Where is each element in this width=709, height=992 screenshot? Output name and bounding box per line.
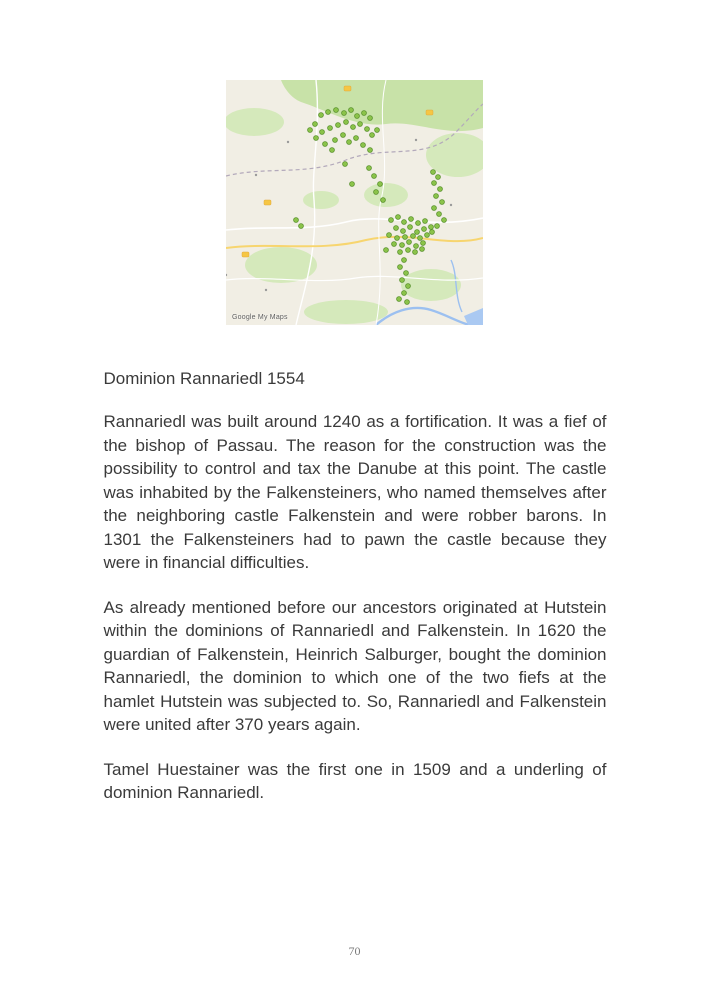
place-marker-icon — [411, 234, 416, 239]
place-marker-icon — [434, 194, 439, 199]
place-marker-icon — [358, 122, 363, 127]
map-canvas — [226, 80, 483, 325]
place-marker-icon — [381, 198, 386, 203]
place-marker-icon — [326, 110, 331, 115]
place-marker-icon — [314, 136, 319, 141]
place-marker-icon — [349, 108, 354, 113]
place-marker-icon — [400, 243, 405, 248]
place-marker-icon — [405, 300, 410, 305]
place-marker-icon — [368, 116, 373, 121]
place-marker-icon — [362, 111, 367, 116]
place-marker-icon — [429, 225, 434, 230]
section-heading: Dominion Rannariedl 1554 — [103, 369, 305, 388]
place-marker-icon — [402, 258, 407, 263]
place-marker-icon — [387, 233, 392, 238]
place-marker-icon — [392, 242, 397, 247]
place-marker-icon — [354, 136, 359, 141]
place-marker-icon — [425, 233, 430, 238]
place-marker-icon — [438, 187, 443, 192]
place-marker-icon — [368, 148, 373, 153]
place-marker-icon — [394, 226, 399, 231]
place-marker-icon — [375, 128, 380, 133]
place-marker-icon — [350, 182, 355, 187]
place-marker-icon — [408, 225, 413, 230]
place-marker-icon — [398, 250, 403, 255]
place-marker-icon — [422, 227, 427, 232]
place-marker-icon — [395, 236, 400, 241]
place-marker-icon — [294, 218, 299, 223]
place-marker-icon — [308, 128, 313, 133]
place-marker-icon — [406, 248, 411, 253]
place-marker-icon — [423, 219, 428, 224]
map-attribution: Google My Maps — [232, 314, 288, 321]
place-marker-icon — [397, 297, 402, 302]
place-marker-icon — [351, 125, 356, 130]
place-marker-icon — [372, 174, 377, 179]
place-marker-icon — [421, 241, 426, 246]
page-number: 70 — [348, 944, 361, 958]
place-marker-icon — [342, 111, 347, 116]
place-marker-icon — [320, 130, 325, 135]
place-marker-icon — [431, 170, 436, 175]
place-marker-icon — [432, 181, 437, 186]
place-marker-icon — [442, 218, 447, 223]
place-marker-icon — [401, 229, 406, 234]
place-marker-icon — [435, 224, 440, 229]
place-marker-icon — [344, 120, 349, 125]
place-marker-icon — [414, 244, 419, 249]
place-marker-icon — [336, 123, 341, 128]
place-marker-icon — [437, 212, 442, 217]
place-marker-icon — [313, 122, 318, 127]
paragraph-2: As already mentioned before our ancestors originated at Hutstein within the dominions of Rannariedl and Falkenstein. In 1620 the guardian of Falkenstein, Heinrich Salburger, bought the dominion Rannariedl, the dominion to which one of the two fiefs at the hamlet Hutstein was subjected to. So, Rannariedl and Falkenstein were united after 370 years again. — [103, 597, 607, 734]
place-marker-icon — [420, 247, 425, 252]
place-marker-icon — [319, 113, 324, 118]
place-marker-icon — [418, 236, 423, 241]
place-marker-icon — [333, 138, 338, 143]
place-marker-icon — [407, 240, 412, 245]
document-body — [103, 369, 607, 805]
place-marker-icon — [416, 221, 421, 226]
place-marker-icon — [413, 250, 418, 255]
place-marker-icon — [343, 162, 348, 167]
place-marker-icon — [409, 217, 414, 222]
place-marker-icon — [334, 108, 339, 113]
place-marker-icon — [415, 230, 420, 235]
place-marker-icon — [355, 114, 360, 119]
place-marker-icon — [389, 218, 394, 223]
place-marker-icon — [347, 140, 352, 145]
place-marker-icon — [365, 127, 370, 132]
place-marker-icon — [374, 190, 379, 195]
place-marker-icon — [299, 224, 304, 229]
place-marker-icon — [328, 126, 333, 131]
place-marker-icon — [367, 166, 372, 171]
place-marker-icon — [330, 148, 335, 153]
paragraph-1: Rannariedl was built around 1240 as a fortification. It was a fief of the bishop of Passau. The reason for the construction was the possibility to control and tax the Danube at this point. The castle was inhabited by the Falkensteiners, who named themselves after the neighboring castle Falkenstein and were robber barons. In 1301 the Falkensteiners had to pawn the castle because they were in financial difficulties. — [103, 412, 607, 572]
place-marker-icon — [396, 215, 401, 220]
paragraph-3: Tamel Huestainer was the first one in 1509 and a underling of dominion Rannariedl. — [103, 759, 607, 802]
place-marker-icon — [384, 248, 389, 253]
place-marker-icon — [361, 143, 366, 148]
place-marker-icon — [406, 284, 411, 289]
place-marker-icon — [323, 142, 328, 147]
place-marker-icon — [404, 271, 409, 276]
place-marker-icon — [440, 200, 445, 205]
place-marker-icon — [341, 133, 346, 138]
place-marker-icon — [430, 230, 435, 235]
place-marker-icon — [370, 133, 375, 138]
place-marker-icon — [400, 278, 405, 283]
place-marker-icon — [378, 182, 383, 187]
place-marker-icon — [403, 235, 408, 240]
place-marker-icon — [402, 291, 407, 296]
place-marker-icon — [398, 265, 403, 270]
map-image — [226, 80, 483, 325]
place-marker-icon — [436, 175, 441, 180]
place-marker-icon — [402, 220, 407, 225]
place-marker-icon — [432, 206, 437, 211]
